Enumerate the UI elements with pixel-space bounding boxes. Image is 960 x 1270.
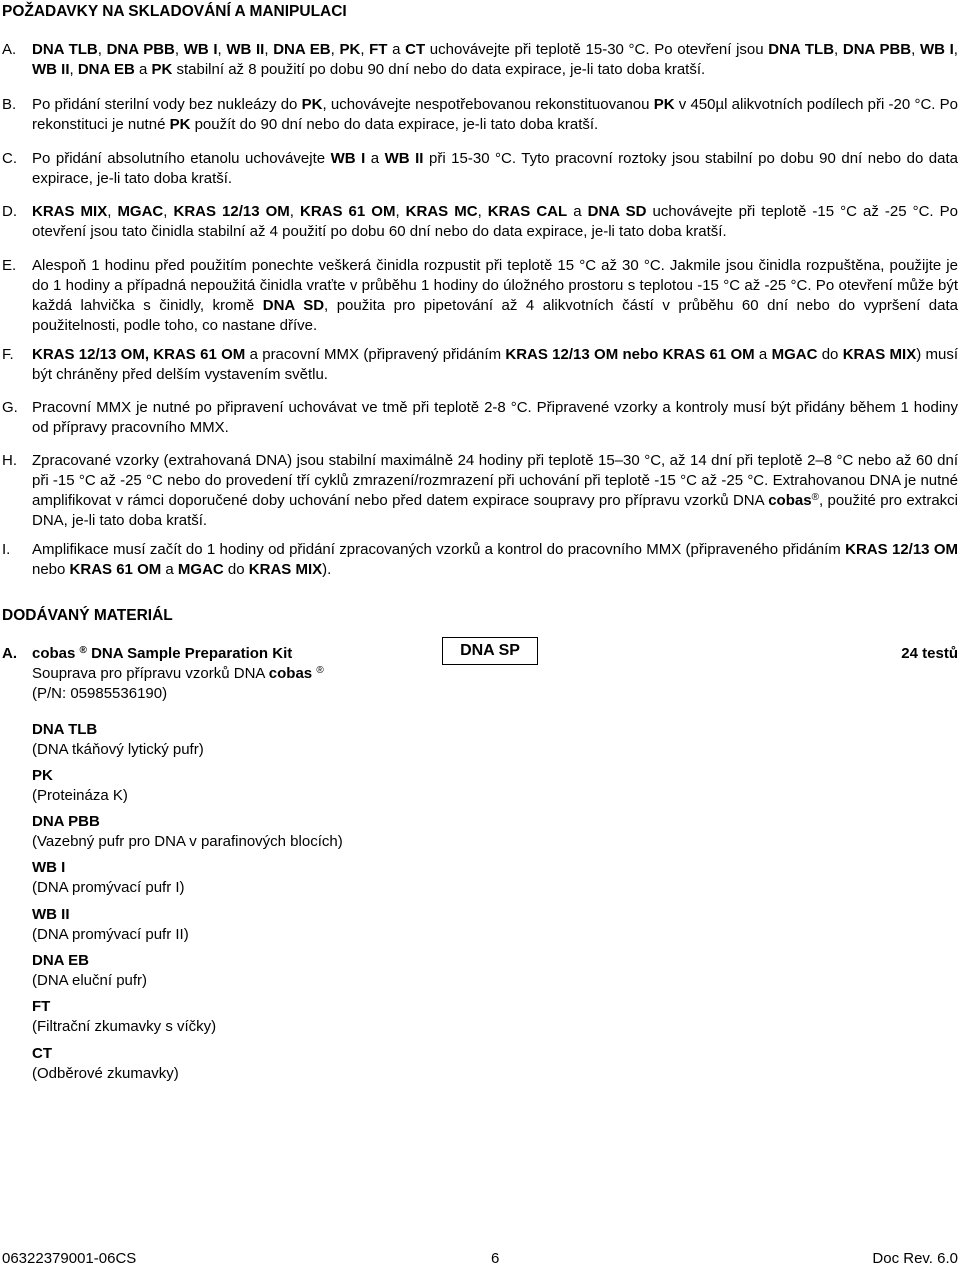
registered-mark: ® xyxy=(79,645,87,656)
component-dna-eb xyxy=(32,951,147,991)
component-desc: (DNA eluční pufr) xyxy=(32,972,148,989)
item-text: Amplifikace musí začít do 1 hodiny od přidání zpracovaných vzorků a kontrol do pracovního MMX (připraveného přidáním KRAS 12/13 OM nebo KRAS 61 OM a MGAC do KRAS MIX). xyxy=(32,541,958,578)
section-title-materials: DODÁVANÝ MATERIÁL xyxy=(2,607,173,624)
component-wb-ii xyxy=(32,905,189,945)
kit-part-number: (P/N: 05985536190) xyxy=(32,685,168,702)
item-letter: G. xyxy=(2,399,18,416)
component-ft xyxy=(32,997,216,1037)
storage-item-f xyxy=(2,345,958,385)
component-code: PK xyxy=(32,767,53,784)
component-desc: (DNA promývací pufr II) xyxy=(32,926,189,943)
storage-item-a xyxy=(2,40,958,80)
component-desc: (Proteináza K) xyxy=(32,787,128,804)
kit-name xyxy=(32,644,292,664)
item-text: DNA TLB, DNA PBB, WB I, WB II, DNA EB, PK, FT a CT uchovávejte při teplotě 15-30 °C. Po otevření jsou DNA TLB, DNA PBB, WB I, WB II, DNA EB a PK stabilní až 8 použití po dobu 90 dní nebo do data expirace, je-li tato doba kratší. xyxy=(32,41,958,78)
item-letter: B. xyxy=(2,96,17,113)
component-code: WB II xyxy=(32,906,70,923)
document-page xyxy=(2,0,958,1270)
component-dna-pbb xyxy=(32,812,343,852)
component-desc: (DNA tkáňový lytický pufr) xyxy=(32,741,204,758)
item-letter: D. xyxy=(2,203,17,220)
item-text: KRAS 12/13 OM, KRAS 61 OM a pracovní MMX (připravený přidáním KRAS 12/13 OM nebo KRAS 61 OM a MGAC do KRAS MIX) musí být chráněny před delším vystavením světlu. xyxy=(32,346,959,383)
item-text: Zpracované vzorky (extrahovaná DNA) jsou stabilní maximálně 24 hodiny při teplotě 15–30 °C, až 14 dní při teplotě 2–8 °C nebo až 60 dní při -15 °C až -25 °C nebo do provedení tří cyklů zmrazení/rozmrazení při uchování při teplotě -15 °C až -25 °C. Extrahovanou DNA je nutné amplifikovat v rámci doporučené doby uchování nebo před datem expirace soupravy pro přípravu vzorků DNA cobas®, použité pro extrakci DNA, je-li tato doba kratší. xyxy=(32,452,958,529)
kit-letter: A. xyxy=(2,645,17,662)
storage-item-b xyxy=(2,95,958,135)
kit-test-count: 24 testů xyxy=(901,645,958,662)
component-desc: (Odběrové zkumavky) xyxy=(32,1065,179,1082)
item-text: Po přidání sterilní vody bez nukleázy do PK, uchovávejte nespotřebovanou rekonstituovanou PK v 450µl alikvotních podílech při -20 °C. Po rekonstituci je nutné PK použít do 90 dní nebo do data expirace, je-li tato doba kratší. xyxy=(32,96,959,133)
item-text: Alespoň 1 hodinu před použitím ponechte veškerá činidla rozpustit při teplotě 15 °C až 30 °C. Jakmile jsou činidla rozpuštěna, použijte je do 1 hodiny a případná nepoužitá činidla vraťte v průběhu 1 hodiny do úložného prostoru s teplotou -15 °C až -25 °C. Po otevření může být každá lahvička s činidly, kromě DNA SD, použita pro pipetování až 4 alikvotních částí v průběhu 60 dní nebo do vypršení data použitelnosti, podle toho, co nastane dříve. xyxy=(32,257,958,334)
component-code: CT xyxy=(32,1045,52,1062)
component-code: DNA TLB xyxy=(32,721,98,738)
storage-item-g xyxy=(2,398,958,438)
footer-revision: Doc Rev. 6.0 xyxy=(872,1250,958,1267)
footer-page-number: 6 xyxy=(491,1250,500,1267)
registered-mark: ® xyxy=(316,665,324,676)
storage-item-d xyxy=(2,202,958,242)
section-title-storage: POŽADAVKY NA SKLADOVÁNÍ A MANIPULACI xyxy=(2,3,347,20)
item-letter: C. xyxy=(2,150,17,167)
component-code: FT xyxy=(32,998,51,1015)
storage-item-i xyxy=(2,540,958,580)
kit-name-rest: DNA Sample Preparation Kit xyxy=(86,645,293,662)
component-ct xyxy=(32,1044,179,1084)
kit-subtitle-text: Souprava pro přípravu vzorků DNA xyxy=(32,665,269,682)
component-dna-tlb xyxy=(32,720,204,760)
component-desc: (Filtrační zkumavky s víčky) xyxy=(32,1018,217,1035)
kit-brand: cobas xyxy=(32,645,76,662)
kit-badge: DNA SP xyxy=(442,637,538,665)
component-wb-i xyxy=(32,858,185,898)
item-text: Po přidání absolutního etanolu uchovávejte WB I a WB II při 15-30 °C. Tyto pracovní roztoky jsou stabilní po dobu 90 dní nebo do data expirace, je-li tato doba kratší. xyxy=(32,150,958,187)
component-desc: (DNA promývací pufr I) xyxy=(32,879,185,896)
component-code: DNA EB xyxy=(32,952,89,969)
item-letter: F. xyxy=(2,346,14,363)
component-pk xyxy=(32,766,128,806)
item-letter: H. xyxy=(2,452,17,469)
component-desc: (Vazebný pufr pro DNA v parafinových blocích) xyxy=(32,833,343,850)
item-letter: E. xyxy=(2,257,17,274)
kit-subtitle xyxy=(32,664,324,684)
component-code: WB I xyxy=(32,859,66,876)
footer-doc-number: 06322379001-06CS xyxy=(2,1250,137,1267)
component-code: DNA PBB xyxy=(32,813,100,830)
kit-subtitle-brand: cobas xyxy=(268,665,313,682)
storage-item-c xyxy=(2,149,958,189)
storage-item-h xyxy=(2,451,958,531)
item-text: Pracovní MMX je nutné po připravení uchovávat ve tmě při teplotě 2-8 °C. Připravené vzorky a kontroly musí být přidány během 1 hodiny od přípravy pracovního MMX. xyxy=(32,399,958,436)
item-letter: I. xyxy=(2,541,11,558)
item-letter: A. xyxy=(2,41,17,58)
item-text: KRAS MIX, MGAC, KRAS 12/13 OM, KRAS 61 OM, KRAS MC, KRAS CAL a DNA SD uchovávejte při teplotě -15 °C až -25 °C. Po otevření jsou tato činidla stabilní až 4 použití po dobu 60 dní nebo do data expirace, je-li tato doba kratší. xyxy=(32,203,958,240)
storage-item-e xyxy=(2,256,958,336)
